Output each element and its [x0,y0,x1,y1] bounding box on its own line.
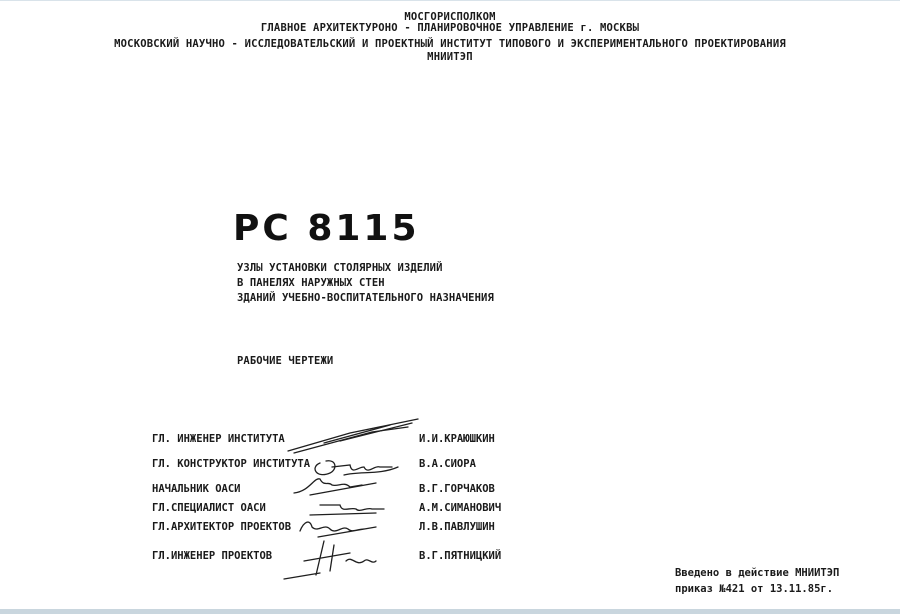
signatory-role: НАЧАЛЬНИК ОАСИ [152,483,241,495]
signatory-role: ГЛ.АРХИТЕКТОР ПРОЕКТОВ [152,521,292,533]
signatory-row [0,521,900,541]
signatory-role: ГЛ. ИНЖЕНЕР ИНСТИТУТА [152,433,285,445]
signatory-row [0,502,900,522]
signatory-row [0,458,900,478]
enactment-note: Введено в действие МНИИТЭП [675,567,840,579]
document-code: РС 8115 [233,208,420,249]
page-bottom-border [0,609,900,614]
signature-stroke [300,522,376,537]
header-org: МОСГОРИСПОЛКОМ [404,11,496,23]
header-institute-abbr: МНИИТЭП [427,51,473,63]
document-kind: РАБОЧИЕ ЧЕРТЕЖИ [237,355,334,367]
signatory-name: В.Г.ПЯТНИЦКИЙ [419,550,502,562]
subtitle-line-3: ЗДАНИЙ УЧЕБНО-ВОСПИТАТЕЛЬНОГО НАЗНАЧЕНИЯ [237,292,494,304]
signature-stroke [310,505,384,515]
header-institute: МОСКОВСКИЙ НАУЧНО - ИССЛЕДОВАТЕЛЬСКИЙ И ПРОЕКТНЫЙ ИНСТИТУТ ТИПОВОГО И ЭКСПЕРИМЕНТАЛЬНОГО ПРОЕКТИРОВАНИЯ [114,38,786,50]
signature-stroke [315,461,398,475]
signature-stroke [284,541,376,579]
signatory-role: ГЛ.ИНЖЕНЕР ПРОЕКТОВ [152,550,273,562]
subtitle-line-2: В ПАНЕЛЯХ НАРУЖНЫХ СТЕН [237,277,385,289]
signatory-row [0,483,900,503]
signatory-name: Л.В.ПАВЛУШИН [419,521,495,533]
signatory-name: В.А.СИОРА [419,458,476,470]
header-department: ГЛАВНОЕ АРХИТЕКТУРОНО - ПЛАНИРОВОЧНОЕ УПРАВЛЕНИЕ г. МОСКВЫ [260,22,640,34]
signatory-name: А.М.СИМАНОВИЧ [419,502,502,514]
signatory-row [0,433,900,453]
subtitle-line-1: УЗЛЫ УСТАНОВКИ СТОЛЯРНЫХ ИЗДЕЛИЙ [237,262,443,274]
signatory-name: И.И.КРАЮШКИН [419,433,495,445]
order-reference: приказ №421 от 13.11.85г. [675,583,834,595]
signatory-role: ГЛ. КОНСТРУКТОР ИНСТИТУТА [152,458,311,470]
handwritten-signatures [280,405,420,585]
signatory-role: ГЛ.СПЕЦИАЛИСТ ОАСИ [152,502,266,514]
page-top-border [0,0,900,1]
signature-stroke [294,427,408,453]
signature-stroke [294,479,376,495]
signatory-name: В.Г.ГОРЧАКОВ [419,483,495,495]
